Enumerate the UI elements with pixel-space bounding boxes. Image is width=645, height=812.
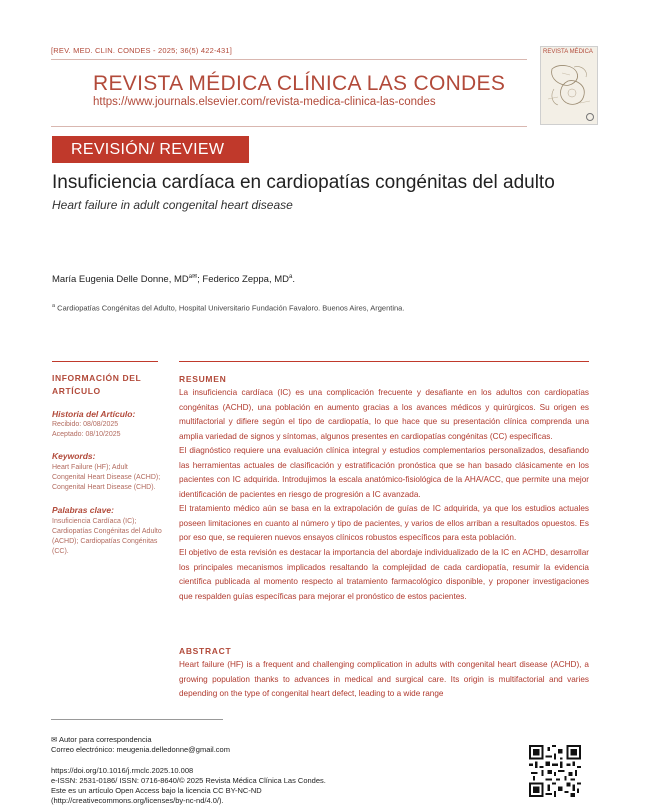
header-rule-bottom [51,126,527,127]
author-1: María Eugenia Delle Donne, MD [52,274,189,286]
header-rule-top [51,59,527,60]
article-info-rule [52,361,158,362]
palabras-clave-label: Palabras clave: [52,505,114,515]
resumen-paragraph-3: El tratamiento médico aún se basa en la extrapolación de guías de IC adquirida, ya que los estudios actuales poseen limitaciones en cuanto al número y tipo de pacientes, y varios de ellos arriban a resultados opuestos. Es por eso que, se requieren nuevos ensayos clínicos robustos específicos para esta población. [179,504,589,543]
author-list-end: . [292,274,295,286]
cover-anatomy-sketch-icon [544,59,594,111]
journal-cover-image [540,46,598,125]
article-info-heading-line2: ARTÍCULO [52,386,101,396]
accepted-date: Aceptado: 08/10/2025 [52,431,121,438]
keywords-label: Keywords: [52,451,96,461]
doi-link[interactable]: https://doi.org/10.1016/j.rmclc.2025.10.008 [51,766,194,775]
resumen-paragraph-2: El diagnóstico requiere una evaluación clínica integral y estudios complementarios personalizados, desafiando las herramientas actuales de clasificación y estratificación pronóstica que se han basado clásicamente en los pacientes con IC adquirida. Introdujimos la escala anatómico-fisiológica de la AHA/ACC, que permite una mejor identificación de pacientes en riesgo de progresión a IC avanzada. [179,446,589,499]
publication-info [51,766,326,806]
article-title-spanish: Insuficiencia cardíaca en cardiopatías congénitas del adulto [52,172,555,193]
author-2-marks: a [289,274,293,280]
resumen-paragraph-4: El objetivo de esta revisión es destacar la importancia del abordaje individualizado de la IC en ACHD, desarrollar los principales mecanismos implicados resaltando la complejidad de cada cardiopatía, resumir la evidencia científica publicada al momento respecto al tratamiento farmacológico disponible, y proponer investigaciones que respalden guías específicas para mejorar el pronóstico de estos pacientes. [179,548,589,601]
section-tag: REVISIÓN/ REVIEW [52,136,249,163]
resumen-paragraph-1: La insuficiencia cardíaca (IC) es una complicación frecuente y desafiante en los adultos con cardiopatías congénitas (ACHD), una población en aumento gracias a los avances médicos y quirúrgicos. Su origen es multifactorial y difiere según el tipo de cardiopatía, lo que hace que su presentación clínica comprenda una amplia variedad de signos y síntomas, algunos presentes en cardiopatías congénitas (CC) específicas. [179,388,589,441]
issn-copyright: e-ISSN: 2531-0186/ ISSN: 0716-8640/© 2025 Revista Médica Clínica Las Condes. [51,776,326,785]
abstract-spanish [179,374,589,604]
palabras-clave-list: Insuficiencia Cardíaca (IC); Cardiopatías Congénitas del Adulto (ACHD); Cardiopatías Congénitas (CC). [52,518,162,555]
qr-code-icon[interactable] [529,745,581,797]
abstract-heading: ABSTRACT [179,646,232,656]
publisher-logo-icon [586,113,594,121]
license-text: Este es un artículo Open Access bajo la licencia CC BY-NC-ND [51,786,262,795]
article-info-panel [52,372,162,557]
cover-title: REVISTA MÉDICA [543,49,593,55]
affiliation [52,303,404,313]
author-separator: ; [197,274,203,286]
resumen-heading: RESUMEN [179,374,227,384]
abstract-english [179,646,589,706]
history-label: Historia del Artículo: [52,409,136,419]
affiliation-text: Cardiopatías Congénitas del Adulto, Hospital Universitario Fundación Favaloro. Buenos Aires, Argentina. [57,303,405,313]
abstract-rule [179,361,589,362]
correspondence-email[interactable]: Correo electrónico: meugenia.delledonne@gmail.com [51,745,230,754]
article-title-english: Heart failure in adult congenital heart disease [52,198,293,212]
license-url[interactable]: (http://creativecommons.org/licenses/by-nc-nd/4.0/). [51,796,224,805]
author-list [52,273,295,285]
affiliation-mark: a [52,303,56,309]
correspondence-note [51,735,230,755]
abstract-paragraph: Heart failure (HF) is a frequent and challenging complication in adults with congenital heart disease (ACHD), a growing population thanks to advances in medical and surgical care. Its origin is multifactorial and varies depending on the type of congenital heart defect, leading to a wide range [179,660,589,699]
received-date: Recibido: 08/08/2025 [52,421,119,428]
journal-name: REVISTA MÉDICA CLÍNICA LAS CONDES [93,72,506,95]
journal-reference: [REV. MED. CLIN. CONDES - 2025; 36(5) 422-431] [51,46,233,55]
keywords-list: Heart Failure (HF); Adult Congenital Heart Disease (ACHD); Congenital Heart Disease (CHD). [52,464,161,491]
author-2: Federico Zeppa, MD [202,274,290,286]
corresponding-author-label: Autor para correspondencia [58,735,152,744]
journal-url-link[interactable]: https://www.journals.elsevier.com/revista-medica-clinica-las-condes [93,96,436,108]
footnote-rule [51,719,223,720]
article-info-heading-line1: INFORMACIÓN DEL [52,373,142,383]
author-1-marks: a✉ [188,274,198,280]
envelope-icon: ✉ [51,735,58,744]
